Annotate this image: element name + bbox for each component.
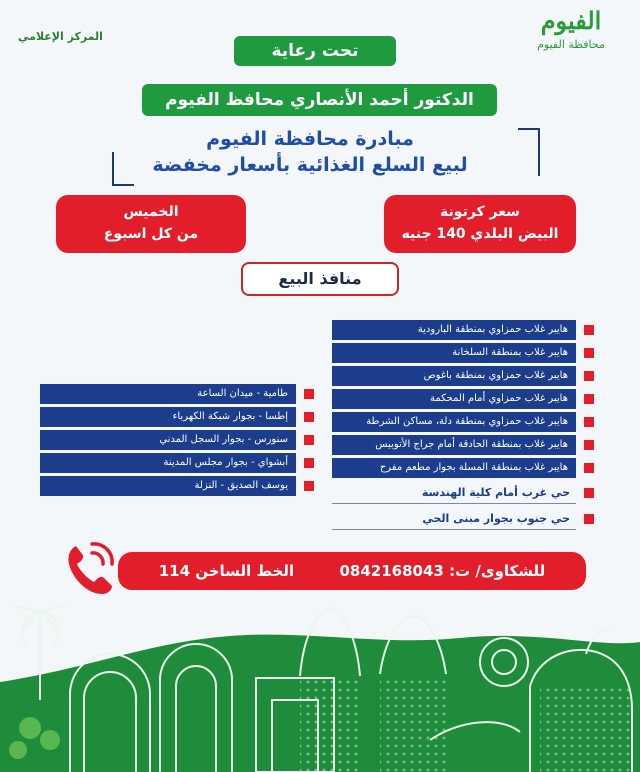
complaints-banner <box>118 552 586 590</box>
bullet-square-icon <box>304 458 314 468</box>
list-item <box>332 482 594 504</box>
initiative-line-2: لبيع السلع الغذائية بأسعار مخفضة <box>152 154 468 176</box>
bullet-square-icon <box>584 463 594 473</box>
outlet-label: هايبر غلاب حمزاوي بمنطقة باغوص <box>332 366 576 386</box>
egg-price-badge <box>384 195 576 253</box>
outlet-label: إطسا - بجوار شبكة الكهرباء <box>40 407 296 427</box>
bullet-square-icon <box>584 514 594 524</box>
outlets-list-left <box>40 384 314 499</box>
outlet-label: هايبر غلاب بمنطقة المسلة بجوار مطعم مفرح <box>332 458 576 478</box>
outlet-label: حي غرب أمام كلية الهندسة <box>332 483 576 504</box>
schedule-badge <box>56 195 246 253</box>
bullet-square-icon <box>304 481 314 491</box>
schedule-line-2: من كل اسبوع <box>103 226 199 242</box>
bullet-square-icon <box>584 417 594 427</box>
outlet-label: حي جنوب بجوار مبنى الحي <box>332 509 576 530</box>
bullet-square-icon <box>304 389 314 399</box>
price-line-2: البيض البلدي 140 جنيه <box>401 226 559 242</box>
outlets-heading: منافذ البيع <box>241 262 399 296</box>
initiative-line-1: مبادرة محافظة الفيوم <box>206 128 414 150</box>
list-item <box>40 407 314 427</box>
logo-mark: الفيوم <box>540 6 602 35</box>
price-line-1: سعر كرتونة <box>440 204 520 220</box>
complaints-phone: للشكاوى/ ت: 0842168043 <box>339 562 546 580</box>
outlet-label: يوسف الصديق - النزلة <box>40 476 296 496</box>
outlet-label: طامية - ميدان الساعة <box>40 384 296 404</box>
governorate-logo <box>516 6 626 64</box>
list-item <box>40 430 314 450</box>
initiative-title <box>100 126 520 178</box>
outlet-label: سنورس - بجوار السجل المدني <box>40 430 296 450</box>
outlet-label: أبشواي - بجوار مجلس المدينة <box>40 453 296 473</box>
outlet-label: هايبر غلاب حمزاوي أمام المحكمة <box>332 389 576 409</box>
list-item <box>332 389 594 409</box>
governor-banner: الدكتور أحمد الأنصاري محافظ الفيوم <box>142 84 497 116</box>
outlets-list-right <box>332 320 594 533</box>
list-item <box>332 320 594 340</box>
list-item <box>40 453 314 473</box>
list-item <box>332 343 594 363</box>
media-center-label: المركز الإعلامي <box>18 30 103 43</box>
list-item <box>332 508 594 530</box>
phone-icon <box>62 536 120 598</box>
list-item <box>332 366 594 386</box>
outlet-label: هايبر غلاب بمنطقة السلخانة <box>332 343 576 363</box>
list-item <box>332 458 594 478</box>
bullet-square-icon <box>584 371 594 381</box>
schedule-line-1: الخميس <box>123 204 179 220</box>
bracket-decoration-right <box>518 128 540 176</box>
list-item <box>332 412 594 432</box>
landmarks-skyline-illustration <box>0 590 640 772</box>
bullet-square-icon <box>584 348 594 358</box>
logo-subtitle: محافظة الفيوم <box>537 38 605 51</box>
bullet-square-icon <box>584 394 594 404</box>
list-item <box>332 435 594 455</box>
bullet-square-icon <box>584 440 594 450</box>
bullet-square-icon <box>304 412 314 422</box>
outlet-label: هايبر غلاب بمنطقة الحادقة أمام جراج الأتوبيس <box>332 435 576 455</box>
bullet-square-icon <box>304 435 314 445</box>
outlet-label: هايبر غلاب حمزاوي بمنطقة دلة، مساكن الشرطة <box>332 412 576 432</box>
list-item <box>40 476 314 496</box>
bullet-square-icon <box>584 325 594 335</box>
outlet-label: هايبر غلاب حمزاوي بمنطقة البارودية <box>332 320 576 340</box>
hotline-number: الخط الساخن 114 <box>158 562 295 580</box>
sponsor-banner: تحت رعاية <box>234 36 396 66</box>
list-item <box>40 384 314 404</box>
bullet-square-icon <box>584 488 594 498</box>
